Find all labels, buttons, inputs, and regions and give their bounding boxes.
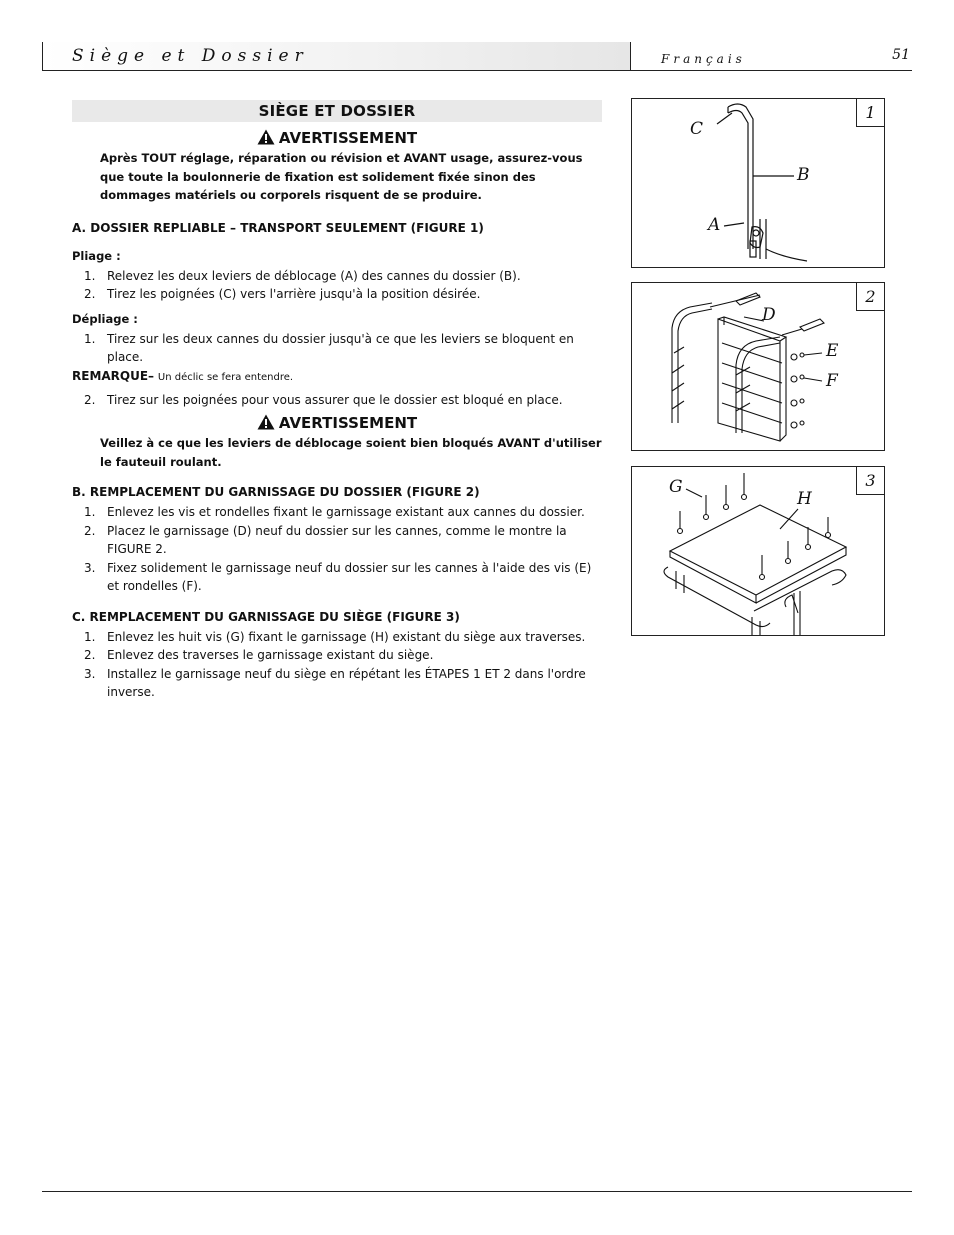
warning-heading-1: [72, 128, 602, 148]
list-item: 1. Tirez sur les deux cannes du dossier jusqu'à ce que les leviers se bloquent en place.: [84, 331, 574, 364]
header-divider: [630, 42, 631, 71]
language-label: Français: [661, 52, 746, 66]
figure-2: [631, 282, 885, 451]
depliage-steps: [72, 330, 602, 367]
warning-triangle-icon: [257, 414, 275, 430]
pliage-label: Pliage :: [72, 248, 121, 263]
remark-text: Un déclic se fera entendre.: [157, 371, 294, 383]
list-item: 2. Tirez les poignées (C) vers l'arrière jusqu'à la position désirée.: [84, 287, 481, 301]
figure-number: 1: [856, 98, 885, 127]
list-item: 1. Relevez les deux leviers de déblocage (A) des cannes du dossier (B).: [84, 268, 521, 283]
warning-heading-text: AVERTISSEMENT: [278, 414, 418, 432]
figure-1-drawing: [632, 99, 884, 267]
header-left-rule: [42, 42, 43, 71]
figure-1: [631, 98, 885, 268]
part-b-heading: B. REMPLACEMENT DU GARNISSAGE DU DOSSIER (FIGURE 2): [72, 485, 480, 499]
list-item: 3. Fixez solidement le garnissage neuf du dossier sur les cannes à l'aide des vis (E) et rondelles (F).: [84, 560, 592, 593]
pliage-steps: [72, 267, 602, 304]
running-title: Siège et Dossier: [72, 46, 309, 66]
warning-text-1: Après TOUT réglage, réparation ou révision et AVANT usage, assurez-vous que toute la boulonnerie de fixation est solidement fixée sinon des dommages matériels ou corporels risquent de se produire.: [100, 151, 583, 202]
label-h: H: [797, 489, 812, 509]
figure-number: 2: [856, 282, 885, 311]
label-a: A: [708, 215, 721, 235]
list-item: 3. Installez le garnissage neuf du siège en répétant les ÉTAPES 1 ET 2 dans l'ordre inverse.: [84, 666, 586, 699]
warning-text-2: Veillez à ce que les leviers de déblocage soient bien bloqués AVANT d'utiliser le fauteuil roulant.: [100, 436, 602, 469]
footer-rule: [42, 1191, 912, 1192]
label-c: C: [690, 119, 704, 139]
part-c-heading: C. REMPLACEMENT DU GARNISSAGE DU SIÈGE (FIGURE 3): [72, 609, 460, 624]
depliage-steps-2: [72, 391, 602, 410]
label-d: D: [762, 305, 776, 325]
label-f: F: [826, 371, 838, 391]
text-column: [72, 100, 602, 702]
header-rule: [42, 70, 912, 71]
label-g: G: [669, 477, 683, 497]
part-c-steps: [72, 628, 602, 702]
list-item: 2. Tirez sur les poignées pour vous assurer que le dossier est bloqué en place.: [84, 392, 563, 407]
warning-heading-text: AVERTISSEMENT: [278, 129, 418, 147]
label-e: E: [826, 341, 839, 361]
list-item: 1. Enlevez les huit vis (G) fixant le garnissage (H) existant du siège aux traverses.: [84, 629, 586, 644]
section-title: SIÈGE ET DOSSIER: [72, 100, 602, 122]
remark: [72, 367, 602, 387]
depliage-label: Dépliage :: [72, 311, 138, 326]
label-b: B: [797, 165, 810, 185]
page-number: 51: [892, 47, 910, 63]
warning-heading-2: [72, 413, 602, 433]
list-item: 1. Enlevez les vis et rondelles fixant le garnissage existant aux cannes du dossier.: [84, 505, 585, 519]
remark-label: REMARQUE–: [72, 368, 155, 383]
part-a-heading: A. DOSSIER REPLIABLE – TRANSPORT SEULEMENT (FIGURE 1): [72, 220, 484, 235]
list-item: 2. Placez le garnissage (D) neuf du dossier sur les cannes, comme le montre la FIGURE 2.: [84, 523, 567, 556]
figure-2-drawing: [632, 283, 884, 450]
list-item: 2. Enlevez des traverses le garnissage existant du siège.: [84, 648, 434, 662]
figure-3: [631, 466, 885, 636]
warning-triangle-icon: [257, 129, 275, 145]
figure-number: 3: [856, 466, 885, 495]
part-b-steps: [72, 503, 602, 596]
